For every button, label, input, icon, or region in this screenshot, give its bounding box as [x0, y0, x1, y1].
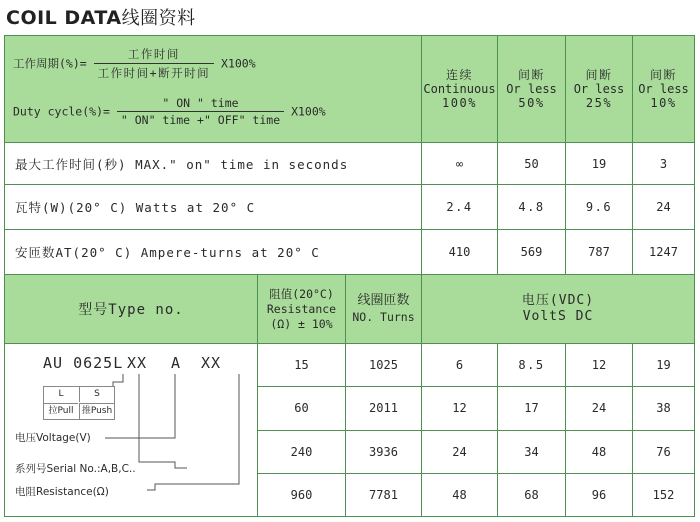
cell: 38: [633, 387, 695, 430]
model-part-resistance: XX: [127, 354, 148, 372]
cell: 24: [633, 185, 695, 230]
table-row: [5, 344, 695, 387]
cell: 34: [498, 430, 566, 473]
cell: 1247: [633, 230, 695, 275]
duty-cycle-formula: [5, 36, 422, 143]
cell: 68: [498, 473, 566, 516]
cell: 7781: [346, 473, 422, 516]
cell: 8.5: [498, 344, 566, 387]
serial-label: 系列号Serial No.:A,B,C..: [15, 463, 136, 475]
cell: 50: [498, 143, 566, 185]
cell: 787: [566, 230, 633, 275]
title-en: COIL DATA: [6, 7, 122, 29]
table-row: [5, 143, 695, 185]
model-part-voltage: XX: [201, 354, 222, 372]
voltage-label: 电压Voltage(V): [15, 432, 91, 444]
cell: 4.8: [498, 185, 566, 230]
table-row: [5, 230, 695, 275]
cell: 3: [633, 143, 695, 185]
cycle-25: 间断 Or less 25%: [566, 36, 633, 143]
cell: ∞: [422, 143, 498, 185]
title-zh: 线圈资料: [121, 8, 196, 29]
cell: 6: [422, 344, 498, 387]
cell: 24: [566, 387, 633, 430]
type-no-header: 型号Type no.: [5, 275, 258, 344]
cycle-50: 间断 Or less 50%: [498, 36, 566, 143]
row-label-watts: 瓦特(W)(20° C) Watts at 20° C: [5, 185, 422, 230]
cell: 48: [422, 473, 498, 516]
cell: 76: [633, 430, 695, 473]
model-part-base: AU 0625L: [43, 354, 124, 372]
cell: 3936: [346, 430, 422, 473]
cell: 15: [258, 344, 346, 387]
row-label-max-time: 最大工作时间(秒) MAX." on" time in seconds: [5, 143, 422, 185]
resistance-label: 电阻Resistance(Ω): [15, 486, 109, 498]
duty-cycle-row: [5, 36, 695, 143]
cell: 24: [422, 430, 498, 473]
voltage-header: 电压(VDC) VoltS DC: [422, 275, 695, 344]
cell: 1025: [346, 344, 422, 387]
cell: 19: [633, 344, 695, 387]
cell: 960: [258, 473, 346, 516]
cell: 9.6: [566, 185, 633, 230]
cell: 60: [258, 387, 346, 430]
row-label-ampere-turns: 安匝数AT(20° C) Ampere-turns at 20° C: [5, 230, 422, 275]
table-row: [5, 185, 695, 230]
cell: 12: [422, 387, 498, 430]
model-code-diagram: [5, 344, 258, 517]
formula-en: Duty cycle(%)= $\frac{\text{" ON " time}}{\text{" ON" time +" OFF" time}}$ X100%: [13, 96, 326, 127]
cycle-continuous: 连续 Continuous 100%: [422, 36, 498, 143]
cell: 12: [566, 344, 633, 387]
cell: 17: [498, 387, 566, 430]
cell: 410: [422, 230, 498, 275]
spec-header-row: [5, 275, 695, 344]
cell: 19: [566, 143, 633, 185]
formula-zh: 工作周期(%)= $\frac{\text{工作时间}}{\text{工作时间+断开时间}}$ X100%: [13, 47, 256, 80]
pull-push-box: L S 拉Pull 推Push: [43, 386, 115, 420]
cycle-10: 间断 Or less 10%: [633, 36, 695, 143]
model-part-serial: A: [171, 354, 182, 372]
cell: 2.4: [422, 185, 498, 230]
cell: 2011: [346, 387, 422, 430]
cell: 96: [566, 473, 633, 516]
page-title: [6, 2, 196, 34]
cell: 152: [633, 473, 695, 516]
resistance-header: 阻值(20°C) Resistance (Ω) ± 10%: [258, 275, 346, 344]
cell: 569: [498, 230, 566, 275]
cell: 48: [566, 430, 633, 473]
cell: 240: [258, 430, 346, 473]
coil-data-table: [4, 35, 695, 517]
turns-header: 线圈匝数 NO. Turns: [346, 275, 422, 344]
